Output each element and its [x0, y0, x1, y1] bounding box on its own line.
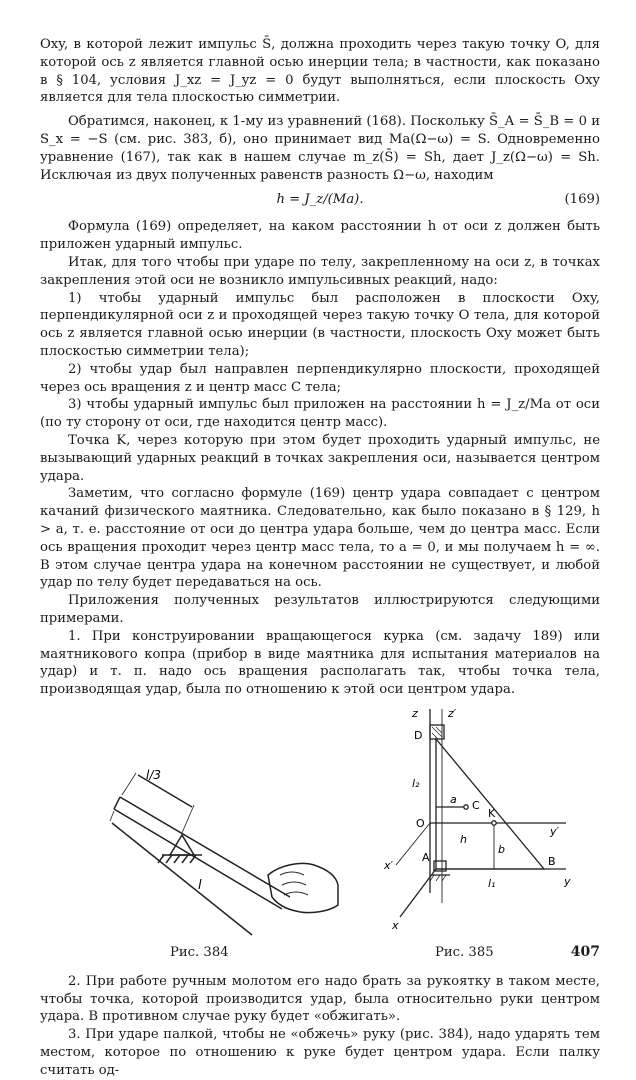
stick-bottom-edge — [114, 809, 282, 909]
label-b: b — [498, 842, 505, 856]
paragraph: Обратимся, наконец, к 1-му из уравнений (168). Поскольку S̄_A = S̄_B = 0 и S_x = −S (см. рис. 383, б), оно принимает вид Ma(Ω−ω) = S. Одновременно уравнение (167), так как в нашем случае m_z(S̄) = Sh, дает J_z(Ω−ω) = Sh. Исключая из двух полученных равенств разность Ω−ω, находим — [40, 114, 600, 183]
paragraph: 3. При ударе палкой, чтобы не «обжечь» руку (рис. 384), надо ударять тем местом, которое по отношению к руке будет центром удара. Если палку считать од- — [40, 1027, 600, 1078]
label-l1: l₁ — [488, 876, 496, 890]
dim-l3-ext — [122, 773, 136, 795]
point-c — [464, 805, 468, 809]
bearing-hatch — [432, 733, 438, 739]
figure-385-drawing — [376, 703, 586, 935]
hatch — [174, 855, 180, 863]
paragraph: 1. При конструировании вращающегося курка (см. задачу 189) или маятникового копра (прибор в виде маятника для испытания материалов на удар) и т. п. надо ось вращения располагать так, чтобы точка тела, производящая удар, была по отношению к этой оси центром удара. — [40, 628, 600, 698]
caption-figure-385: Рис. 385 — [435, 944, 494, 960]
dim-l-ext — [110, 811, 114, 821]
label-y-prime: y′ — [550, 824, 560, 838]
label-a: a — [450, 792, 457, 806]
label-a-point: A — [422, 850, 430, 864]
hatch — [182, 855, 188, 863]
label-z: z — [412, 706, 418, 720]
figures-area — [40, 703, 600, 963]
figure-384-drawing — [100, 757, 340, 947]
hatch — [166, 855, 172, 863]
paragraph: Oxy, в которой лежит импульс S̄, должна проходить через такую точку O, для которой ось z является главной осью инерции тела; в частности, как показано в § 104, условия J_xz = J_yz = 0 будут выполняться, если плоскость Oxy является для тела плоскостью симметрии. — [40, 37, 600, 106]
hatch — [442, 875, 446, 881]
paragraph: Приложения полученных результатов иллюстрируются следующими примерами. — [40, 593, 600, 626]
paragraph: 2. При работе ручным молотом его надо брать за рукоятку в таком месте, чтобы точка, которой производится удар, была относительно руки центром удара. В противном случае руку будет «обжигать». — [40, 973, 600, 1025]
formula-169 — [40, 188, 600, 212]
point-k — [492, 821, 496, 825]
label-x-prime: x′ — [384, 858, 394, 872]
paragraph: Заметим, что согласно формуле (169) центр удара совпадает с центром качаний физического маятника. Следовательно, как было показано в § 129, h > a, т. е. расстояние от оси до центра удара больше, чем до центра масс. Если ось вращения проходит через центр масс тела, то a = 0, и мы получаем h = ∞. В этом случае центра удара на конечном расстоянии не существует, и любой удар по телу будет передаваться на ось. — [40, 486, 600, 591]
page-number: 407 — [570, 944, 600, 960]
finger-line — [280, 872, 304, 875]
label-k: K — [488, 806, 496, 820]
label-z-prime: z′ — [448, 706, 457, 720]
list-item: 2) чтобы удар был направлен перпендикулярно плоскости, проходящей через ось вращения z и центр масс C тела; — [40, 361, 600, 395]
hatch — [436, 875, 440, 881]
label-h: h — [460, 832, 467, 846]
list-item: 3) чтобы ударный импульс был приложен на расстоянии h = J_z/Ma от оси (по ту сторону от оси, где находится центр масс). — [40, 397, 600, 431]
finger-line — [284, 892, 308, 895]
paragraph: Точка K, через которую при этом будет проходить ударный импульс, не вызывающий ударных реакций в точках закрепления оси, называется центром удара. — [40, 432, 600, 484]
stick-end — [114, 797, 120, 809]
paragraph: Формула (169) определяет, на каком расстоянии h от оси z должен быть приложен ударный импульс. — [40, 219, 600, 253]
finger-line — [282, 882, 306, 885]
stick-top-edge — [120, 797, 290, 897]
paragraph: Итак, для того чтобы при ударе по телу, закрепленному на оси z, в точках закрепления этой оси не возникло импульсивных реакций, надо: — [40, 254, 600, 288]
page-body — [40, 36, 600, 1080]
formula-expression: h = J_z/(Ma). — [276, 192, 364, 208]
label-d: D — [414, 728, 423, 742]
label-l2: l₂ — [412, 776, 420, 790]
label-b-point: B — [548, 854, 556, 868]
label-l: l — [198, 877, 202, 893]
label-l3: l/3 — [146, 767, 162, 782]
label-y: y — [564, 874, 571, 888]
dim-l3-ext — [182, 805, 194, 833]
bearing-hatch — [432, 727, 442, 737]
label-o: O — [416, 816, 425, 830]
label-c: C — [472, 798, 480, 812]
list-item: 1) чтобы ударный импульс был расположен в плоскости Oxy, перпендикулярной оси z и проходящей через такую точку O тела, для которой ось z является главной осью инерции (в частности, плоскость Oxy может быть плоскостью симметрии тела); — [40, 290, 600, 359]
caption-figure-384: Рис. 384 — [170, 944, 229, 960]
hand-outline — [268, 863, 338, 912]
formula-number: (169) — [564, 192, 600, 208]
label-x: x — [392, 918, 399, 932]
